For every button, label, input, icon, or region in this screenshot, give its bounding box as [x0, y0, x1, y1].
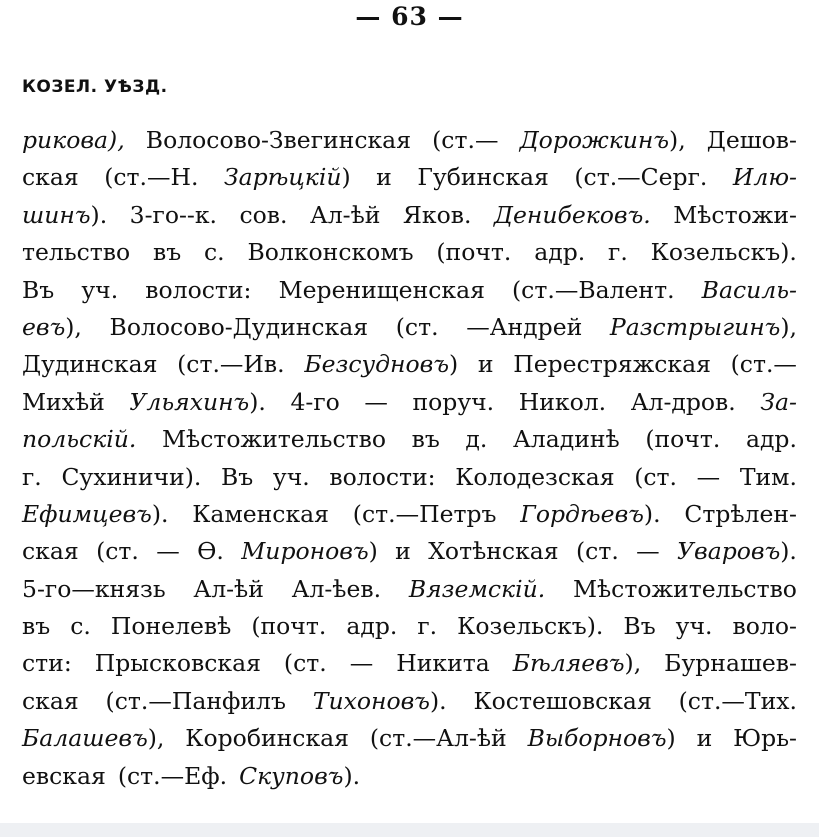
word: и [376, 163, 392, 192]
word: (ст. [634, 462, 678, 491]
word: 4-го [290, 387, 340, 416]
word-group [185, 724, 349, 752]
word-group [111, 612, 231, 640]
word: въ [22, 612, 51, 641]
word: тельство [22, 238, 131, 267]
word: (ст.—Ал-ѣй [369, 724, 507, 753]
word-group [96, 537, 139, 565]
word-group [22, 276, 54, 304]
word-group [130, 201, 217, 229]
word-group [193, 575, 264, 603]
text-line [22, 612, 797, 649]
word-group [412, 425, 440, 453]
word-group [417, 612, 437, 640]
word-group [634, 463, 677, 491]
word: адр. [534, 238, 586, 267]
italic-name: Уваровъ [677, 537, 781, 566]
word: ). [343, 761, 361, 790]
word: (ст. [575, 537, 619, 566]
word-group [110, 313, 369, 341]
italic-name: евъ [22, 312, 66, 341]
word: Тим. [739, 462, 797, 491]
word-group [376, 163, 392, 191]
italic-name: Ефимцевъ [22, 499, 152, 528]
word-group [95, 649, 261, 677]
word-group [513, 350, 711, 378]
word-group [395, 537, 411, 565]
word: Ал-дров. [630, 387, 736, 416]
word-group [224, 163, 351, 191]
word: — [636, 537, 660, 566]
word: Волконскомъ [247, 238, 414, 267]
word: адр. [346, 612, 398, 641]
word: Сухиничи). [61, 462, 202, 491]
word-group [370, 724, 507, 752]
word-group [81, 276, 118, 304]
word: —Андрей [466, 312, 583, 341]
word-group [197, 537, 224, 565]
word-group [273, 463, 310, 491]
word-group [610, 313, 797, 341]
word: Никол. [518, 387, 607, 416]
word-group [576, 537, 619, 565]
word: (ст.—Петръ [352, 499, 497, 528]
word: (ст.— [730, 350, 797, 379]
word-group [106, 687, 286, 715]
word-group [673, 201, 797, 229]
word-group [428, 537, 558, 565]
italic-name: Ульяхинъ [129, 387, 250, 416]
word: (ст. [395, 312, 439, 341]
word: Понелевѣ [110, 612, 232, 641]
word: Меренищенская [278, 275, 485, 304]
word-group [22, 238, 130, 266]
italic-name: За- [760, 387, 797, 416]
word: Мѣстожительство [161, 425, 386, 454]
word: Ал-ѣй [309, 200, 381, 229]
word: воло- [732, 612, 797, 641]
word: ). [249, 387, 266, 416]
italic-name: Василь- [701, 275, 797, 304]
word: д. [465, 425, 488, 454]
word-group [403, 201, 472, 229]
word-group [22, 313, 82, 341]
word: Хотѣнская [428, 537, 559, 566]
word: г. [22, 462, 42, 491]
text-line [22, 500, 797, 537]
word-group [707, 126, 797, 154]
word-group [129, 388, 265, 416]
word: ская [22, 686, 79, 715]
word: с. [204, 238, 225, 267]
word-group [746, 425, 797, 453]
word: Волосово-Дудинская [109, 312, 369, 341]
word-group [247, 238, 413, 266]
word: ) [341, 163, 351, 192]
word-group [153, 238, 181, 266]
word-group [251, 612, 326, 640]
word: сов. [239, 200, 288, 229]
word-group [432, 126, 498, 154]
word: сти: [22, 649, 72, 678]
word-group [156, 537, 180, 565]
word: — [364, 387, 388, 416]
word-group [22, 163, 79, 191]
word: Мѣстожи- [673, 200, 797, 229]
running-head: КОЗЕЛ. УѢЗД. [22, 77, 168, 97]
word-group [22, 537, 79, 565]
word-group [22, 388, 105, 416]
word: Костешовская [473, 686, 652, 715]
word-group [118, 762, 227, 790]
word-group [22, 500, 168, 528]
word-group [284, 649, 327, 677]
word-group [676, 612, 713, 640]
word-group [192, 500, 329, 528]
word: и [477, 350, 494, 379]
word: Ѳ. [197, 537, 224, 566]
word-group [221, 463, 253, 491]
word: евская [22, 761, 106, 790]
word: Ал-ѣев. [291, 574, 382, 603]
word-group [22, 463, 42, 491]
word: ), [65, 312, 82, 341]
word: с. [70, 612, 91, 641]
word-group [290, 388, 339, 416]
word: (ст.—Ив. [177, 350, 285, 379]
text-line [22, 575, 797, 612]
italic-name: Вяземскій. [408, 574, 546, 603]
word: ) [368, 537, 378, 566]
italic-name: Дорожкинъ [519, 126, 670, 154]
word-group [733, 724, 797, 752]
word-group [22, 425, 136, 453]
word: (почт. [436, 238, 512, 267]
italic-name: Балашевъ [22, 724, 148, 753]
word: Ал-ѣй [193, 574, 264, 603]
word-group [760, 388, 797, 416]
word-group [684, 500, 797, 528]
text-line [22, 201, 797, 238]
word: ), [669, 126, 686, 154]
word-group [574, 163, 707, 191]
word: и [395, 537, 411, 566]
word: волости: [329, 462, 436, 491]
word-group [22, 687, 79, 715]
word: Юрь- [733, 724, 797, 753]
word-group [513, 425, 620, 453]
word: ). [643, 499, 661, 528]
word-group [455, 463, 614, 491]
word: (ст.— [432, 126, 499, 154]
italic-name: польскій. [22, 425, 137, 454]
text-line [22, 537, 797, 574]
word-group [512, 276, 675, 304]
word: ) [666, 724, 676, 753]
word: Дешов- [706, 126, 797, 154]
word-group [61, 463, 201, 491]
word: Никита [396, 649, 490, 678]
word: (ст.—Валент. [512, 275, 675, 304]
word: (ст.—Тих. [678, 686, 797, 715]
word-group [409, 575, 545, 603]
word-group [104, 163, 198, 191]
word: Михѣй [22, 387, 105, 416]
word-group [645, 425, 720, 453]
text-line [22, 762, 797, 799]
word-group [623, 612, 655, 640]
word: ). [151, 499, 169, 528]
word-group [22, 575, 166, 603]
word-group [520, 126, 686, 154]
word: Дудинская [22, 350, 158, 379]
word-group [664, 649, 797, 677]
word: (ст.—Еф. [117, 761, 228, 790]
word: волости: [145, 275, 252, 304]
word: Прысковская [94, 649, 261, 678]
word-group [534, 238, 585, 266]
word-group [608, 238, 628, 266]
word: (почт. [645, 425, 721, 454]
word: уч. [675, 612, 713, 641]
word: въ [153, 238, 182, 267]
word-group [346, 612, 397, 640]
text-line [22, 687, 797, 724]
word: Мѣстожительство [572, 574, 797, 603]
word-group [436, 238, 511, 266]
word-group [731, 350, 797, 378]
word-group [313, 687, 447, 715]
word-group [353, 500, 497, 528]
word: Аладинѣ [513, 425, 620, 454]
italic-name: Мироновъ [241, 537, 369, 566]
text-line [22, 425, 797, 462]
word: и [696, 724, 713, 753]
word-group [239, 201, 287, 229]
page-number: — 63 — [355, 2, 464, 31]
italic-name: Разстрыгинъ [609, 312, 781, 341]
text-line [22, 126, 797, 163]
word-group [519, 388, 606, 416]
word: Въ [221, 462, 254, 491]
word-group [478, 350, 494, 378]
word: г. [417, 612, 438, 641]
word-group [239, 762, 360, 790]
word: Колодезская [455, 462, 615, 491]
text-line [22, 649, 797, 686]
italic-name: Скуповъ [239, 761, 344, 790]
text-line [22, 313, 797, 350]
word-group [279, 276, 485, 304]
word-group [465, 425, 487, 453]
word-group [329, 463, 435, 491]
italic-name: Выборновъ [527, 724, 667, 753]
word: ), [147, 724, 165, 753]
word-group [573, 575, 797, 603]
word: Каменская [192, 499, 329, 528]
word-group [631, 388, 736, 416]
word: Губинская [417, 163, 549, 192]
word-group [204, 238, 225, 266]
word-group [740, 463, 797, 491]
word: (ст.—Серг. [574, 163, 708, 192]
word: Коробинская [185, 724, 349, 753]
italic-name: рикова), [22, 126, 125, 154]
italic-name: Денибековъ. [493, 200, 651, 229]
word-group [70, 612, 91, 640]
word: адр. [745, 425, 797, 454]
word: уч. [272, 462, 310, 491]
word-group [145, 276, 251, 304]
word-group [457, 612, 603, 640]
text-line [22, 388, 797, 425]
word: уч. [81, 275, 119, 304]
word: въ [411, 425, 440, 454]
word: ). [780, 537, 797, 566]
word-group [513, 649, 641, 677]
text-line [22, 163, 797, 200]
italic-name: Тихоновъ [312, 686, 430, 715]
word-group [364, 388, 388, 416]
word: Перестряжская [513, 350, 711, 379]
word: ская [22, 537, 79, 566]
word-group [177, 350, 285, 378]
word: ) [448, 350, 459, 379]
body-text [22, 126, 797, 799]
word-group [22, 724, 164, 752]
text-line [22, 724, 797, 761]
word: Козельскъ). [650, 238, 797, 267]
word-group [146, 126, 411, 154]
word-group [466, 313, 582, 341]
word: ). [429, 686, 447, 715]
bottom-scroll-strip [0, 823, 819, 837]
word-group [396, 313, 439, 341]
word: г. [608, 238, 628, 267]
word: Стрѣлен- [684, 499, 797, 528]
italic-name: Бѣляевъ [512, 649, 625, 678]
italic-name: Илю- [732, 163, 797, 192]
word-group [677, 537, 797, 565]
italic-name: Зарѣцкій [223, 163, 342, 192]
word-group [733, 612, 797, 640]
word-group [22, 612, 50, 640]
word: Бурнашев- [664, 649, 797, 678]
word-group [350, 649, 374, 677]
text-line [22, 350, 797, 387]
word-group [22, 649, 72, 677]
word: Козельскъ). [457, 612, 604, 641]
word-group [292, 575, 381, 603]
word: Волосово-Звегинская [145, 126, 412, 154]
word: 5-го—князь [22, 574, 166, 603]
word: ), [780, 312, 797, 341]
word-group [473, 687, 651, 715]
italic-name: Гордѣевъ [520, 499, 644, 528]
word-group [241, 537, 378, 565]
word: поруч. [412, 387, 495, 416]
word: (ст. [96, 537, 139, 566]
word: Яков. [402, 200, 472, 229]
word: (почт. [251, 612, 327, 641]
word-group [396, 649, 490, 677]
word-group [636, 537, 660, 565]
word-group [22, 350, 157, 378]
word-group [417, 163, 549, 191]
word: 3-го--к. [129, 200, 218, 229]
word-group [697, 724, 713, 752]
text-line [22, 276, 797, 313]
word-group [494, 201, 651, 229]
word: — [156, 537, 180, 566]
word-group [162, 425, 386, 453]
word-group [702, 276, 797, 304]
word-group [528, 724, 676, 752]
word-group [310, 201, 381, 229]
word-group [733, 163, 797, 191]
word: Въ [22, 275, 55, 304]
word-group [304, 350, 458, 378]
word-group [412, 388, 494, 416]
italic-name: Безсудновъ [304, 350, 449, 379]
word: (ст. [283, 649, 327, 678]
word: ская [22, 163, 79, 192]
word: (ст.—Н. [104, 163, 199, 192]
word: ), [624, 649, 642, 678]
word-group [22, 201, 107, 229]
text-line [22, 238, 797, 275]
word-group [679, 687, 797, 715]
word: (ст.—Панфилъ [105, 686, 286, 715]
word: Въ [623, 612, 656, 641]
word-group [22, 126, 125, 154]
word: ). [90, 200, 108, 229]
text-line [22, 463, 797, 500]
word: — [349, 649, 374, 678]
word-group [22, 762, 106, 790]
word: — [696, 462, 721, 491]
italic-name: шинъ [22, 200, 91, 229]
word-group [520, 500, 660, 528]
word-group [697, 463, 721, 491]
word-group [651, 238, 797, 266]
